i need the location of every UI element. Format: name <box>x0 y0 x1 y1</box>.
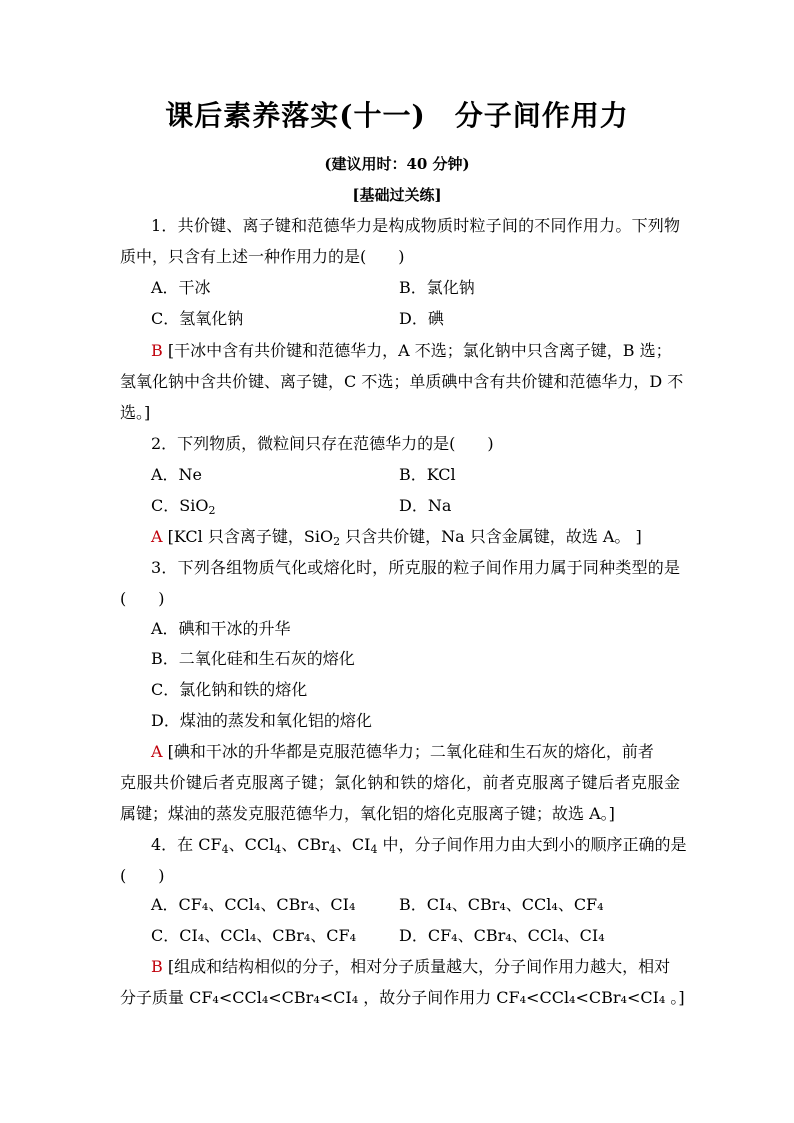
q3-option-a: A．碘和干冰的升华 <box>151 619 291 638</box>
q3-stem-line-1: 3．下列各组物质气化或熔化时，所克服的粒子间作用力属于同种类型的是 <box>151 558 680 577</box>
q4-answer: B <box>151 957 163 976</box>
page-title: 课后素养落实(十一) 分子间作用力 <box>165 99 629 132</box>
q2-option-c-subscript: 2 <box>208 504 216 517</box>
q3-explanation-2: 克服共价键后者克服离子键；氯化钠和铁的熔化，前者克服离子键后者克服金 <box>120 773 680 792</box>
q4-stem-sub-1: 4 <box>221 843 229 856</box>
q2-explanation-pre: [KCl 只含离子键，SiO <box>167 527 334 546</box>
q3-stem-line-2: ( ) <box>120 589 165 608</box>
q4-option-b: B．CI₄、CBr₄、CCl₄、CF₄ <box>399 895 604 914</box>
q1-option-b: B．氯化钠 <box>399 278 475 297</box>
q3-option-d: D．煤油的蒸发和氧化铝的熔化 <box>151 711 372 730</box>
q4-explanation-2: 分子质量 CF₄<CCl₄<CBr₄<CI₄ ，故分子间作用力 CF₄<CCl₄<CBr₄<CI₄ 。] <box>120 988 685 1007</box>
q4-option-a: A．CF₄、CCl₄、CBr₄、CI₄ <box>151 895 356 914</box>
q4-stem-text-4: 、CI <box>335 835 371 854</box>
q1-option-d: D．碘 <box>399 309 444 328</box>
q1-stem-line-2: 质中，只含有上述一种作用力的是( ) <box>120 247 405 266</box>
q2-explanation-subscript: 2 <box>333 535 341 548</box>
q2-explanation-post: 只含共价键，Na 只含金属键，故选 A。 ] <box>340 527 642 546</box>
q1-answer: B <box>151 341 163 360</box>
q2-option-c-text: C．SiO <box>151 496 209 515</box>
q3-option-b: B．二氧化硅和生石灰的熔化 <box>151 649 355 668</box>
q2-answer-line <box>151 526 711 548</box>
q3-explanation-3: 属键；煤油的蒸发克服范德华力，氧化铝的熔化克服离子键；故选 A。] <box>120 804 615 823</box>
q4-stem-sub-4: 4 <box>370 843 378 856</box>
q3-explanation-1: [碘和干冰的升华都是克服范德华力；二氧化硅和生石灰的熔化，前者 <box>167 742 654 761</box>
q4-stem-text-5: 中，分子间作用力由大到小的顺序正确的是 <box>377 835 687 854</box>
q3-answer: A <box>151 742 163 761</box>
q1-option-a: A．干冰 <box>151 278 211 297</box>
q4-answer-line <box>151 956 680 978</box>
q1-explanation-1: [干冰中含有共价键和范德华力，A 不选；氯化钠中只含离子键，B 选； <box>167 341 672 360</box>
q4-stem-text-1: 4．在 CF <box>151 835 222 854</box>
q2-option-d: D．Na <box>399 496 452 515</box>
q3-answer-line <box>151 741 680 763</box>
q2-option-a: A．Ne <box>151 465 203 484</box>
q4-stem-line-1 <box>151 834 711 856</box>
q4-option-c: C．CI₄、CCl₄、CBr₄、CF₄ <box>151 926 357 945</box>
q2-option-b: B．KCl <box>399 465 456 484</box>
q3-option-c: C．氯化钠和铁的熔化 <box>151 680 308 699</box>
q4-stem-text-2: 、CCl <box>228 835 275 854</box>
q2-stem: 2．下列物质，微粒间只存在范德华力的是( ) <box>151 434 494 453</box>
q1-option-c: C．氢氧化钠 <box>151 309 244 328</box>
q4-stem-line-2: ( ) <box>120 866 165 885</box>
q1-answer-line <box>151 340 680 362</box>
q4-stem-text-3: 、CBr <box>281 835 329 854</box>
q4-option-d: D．CF₄、CBr₄、CCl₄、CI₄ <box>399 926 605 945</box>
q2-answer: A <box>151 527 163 546</box>
q1-explanation-3: 选。] <box>120 403 151 422</box>
q4-explanation-1: [组成和结构相似的分子，相对分子质量越大，分子间作用力越大，相对 <box>167 957 671 976</box>
time-note: (建议用时：40 分钟) <box>324 155 470 173</box>
q1-stem-line-1: 1．共价键、离子键和范德华力是构成物质时粒子间的不同作用力。下列物 <box>151 216 680 235</box>
q1-explanation-2: 氢氧化钠中含共价键、离子键，C 不选；单质碘中含有共价键和范德华力，D 不 <box>120 372 684 391</box>
q4-stem-sub-2: 4 <box>274 843 282 856</box>
q4-stem-sub-3: 4 <box>328 843 336 856</box>
section-heading: [基础过关练] <box>352 186 442 204</box>
